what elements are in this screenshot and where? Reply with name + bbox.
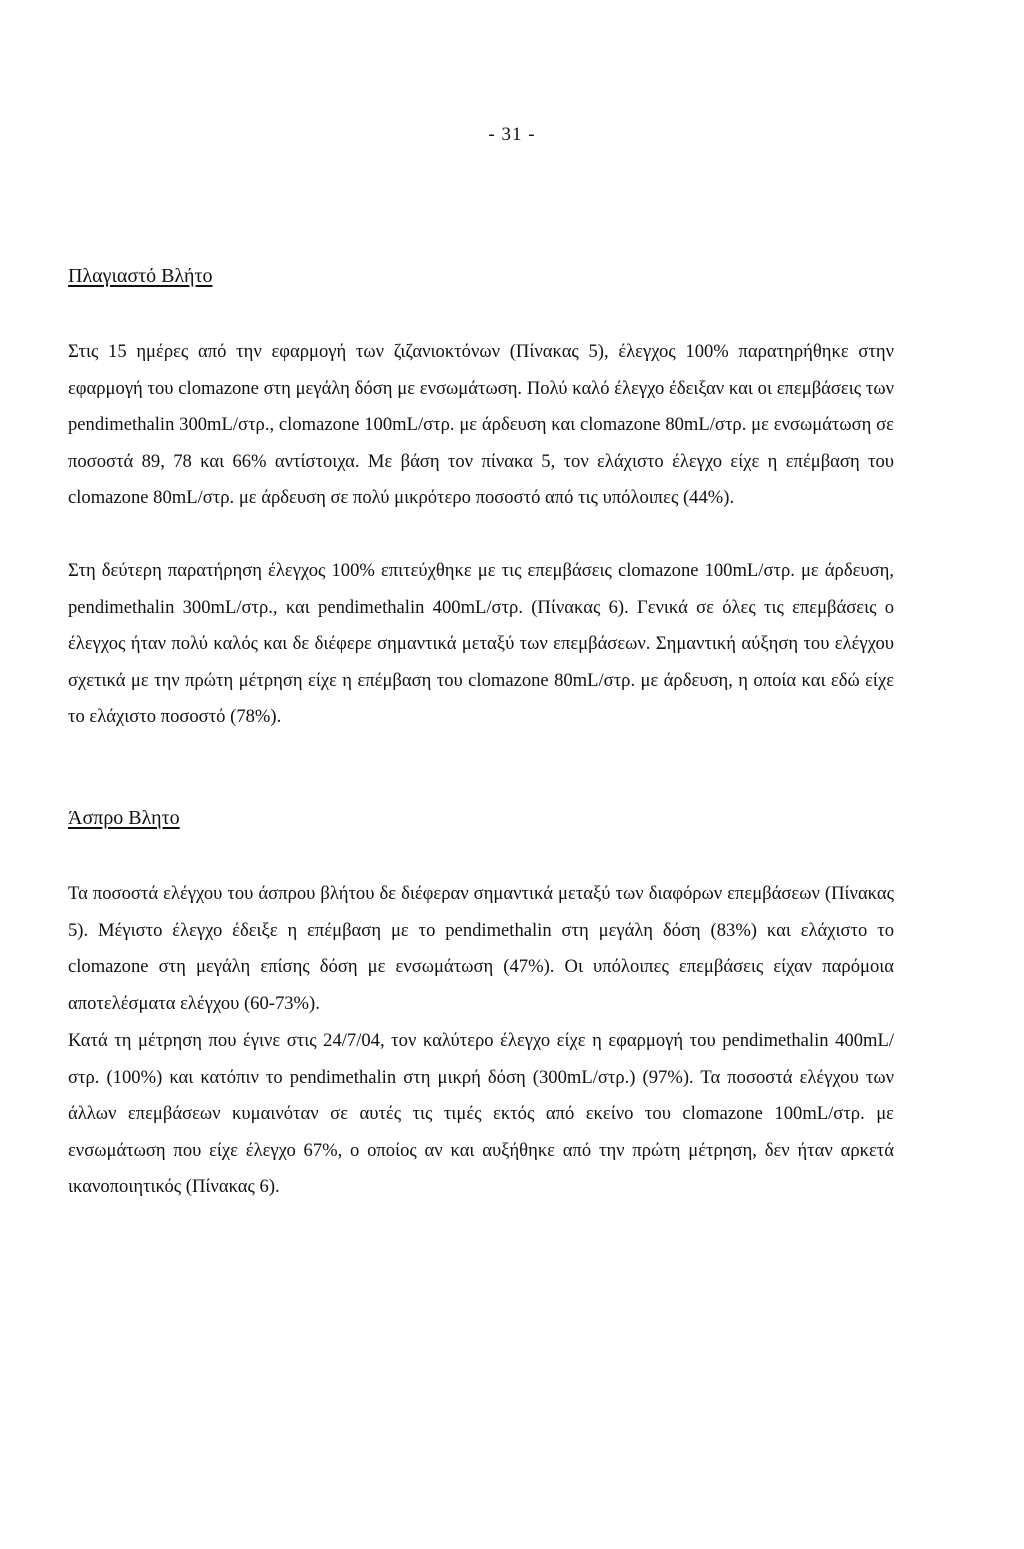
- section1-paragraph-2: Στη δεύτερη παρατήρηση έλεγχος 100% επιτεύχθηκε με τις επεμβάσεις clomazone 100mL/στρ. με άρδευση, pendimethalin 300mL/στρ., και pendimethalin 400mL/στρ. (Πίνακας 6). Γενικά σε όλες τις επεμβάσεις ο έλεγχος ήταν πολύ καλός και δε διέφερε σημαντικά μεταξύ των επεμβάσεων. Σημαντική αύξηση του ελέγχου σχετικά με την πρώτη μέτρηση είχε η επέμβαση του clomazone 80mL/στρ. με άρδευση, η οποία και εδώ είχε το ελάχιστο ποσοστό (78%).: [68, 560, 894, 727]
- section2-paragraph-2: Κατά τη μέτρηση που έγινε στις 24/7/04, τον καλύτερο έλεγχο είχε η εφαρμογή του pendimethalin 400mL/στρ. (100%) και κατόπιν το pendimethalin στη μικρή δόση (300mL/στρ.) (97%). Τα ποσοστά ελέγχου των άλλων επεμβάσεων κυμαινόταν σε αυτές τις τιμές εκτός από εκείνο του clomazone 100mL/στρ. με ενσωμάτωση που είχε έλεγχο 67%, ο οποίος αν και αυξήθηκε από την πρώτη μέτρηση, δεν ήταν αρκετά ικανοποιητικός (Πίνακας 6).: [68, 1030, 894, 1197]
- page-number: - 31 -: [488, 124, 536, 145]
- section-heading-aspro-vlito: Άσπρο Βλητο: [68, 807, 180, 829]
- section2-paragraph-1: Τα ποσοστά ελέγχου του άσπρου βλήτου δε διέφεραν σημαντικά μεταξύ των διαφόρων επεμβάσεων (Πίνακας 5). Μέγιστο έλεγχο έδειξε η επέμβαση με το pendimethalin στη μεγάλη δόση (83%) και ελάχιστο το clomazone στη μεγάλη επίσης δόση με ενσωμάτωση (47%). Οι υπόλοιπες επεμβάσεις είχαν παρόμοια αποτελέσματα ελέγχου (60-73%).: [68, 883, 894, 1014]
- section-heading-plagiasto-vlito: Πλαγιαστό Βλήτο: [68, 265, 213, 287]
- section1-paragraph-1: Στις 15 ημέρες από την εφαρμογή των ζιζανιοκτόνων (Πίνακας 5), έλεγχος 100% παρατηρήθηκε στην εφαρμογή του clomazone στη μεγάλη δόση με ενσωμάτωση. Πολύ καλό έλεγχο έδειξαν και οι επεμβάσεις των pendimethalin 300mL/στρ., clomazone 100mL/στρ. με άρδευση και clomazone 80mL/στρ. με ενσωμάτωση σε ποσοστά 89, 78 και 66% αντίστοιχα. Με βάση τον πίνακα 5, τον ελάχιστο έλεγχο είχε η επέμβαση του clomazone 80mL/στρ. με άρδευση σε πολύ μικρότερο ποσοστό από τις υπόλοιπες (44%).: [68, 341, 894, 508]
